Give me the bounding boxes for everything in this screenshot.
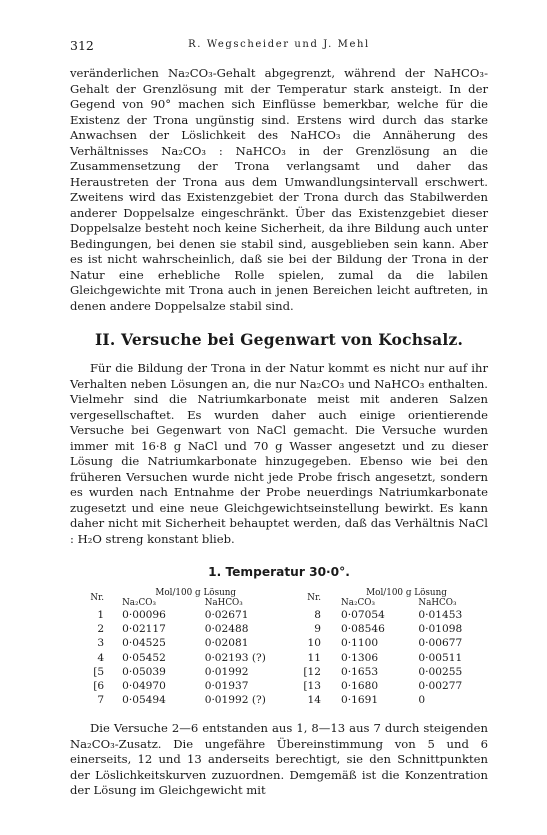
cell-left-nahco3: 0·01992 (?) [204, 694, 266, 707]
cell-right-nr: 8 [314, 609, 322, 621]
cell-left-na2co3: 0·05452 [122, 651, 166, 664]
cell-left-na2co3: 0·02117 [122, 623, 166, 636]
table-row [72, 651, 486, 665]
table-row [72, 608, 486, 622]
cell-right-nr: 11 [307, 651, 322, 664]
cell-left-nahco3: 0·02193 (?) [204, 651, 266, 664]
cell-right-nr: 14 [307, 694, 322, 707]
table-header-row-1 [72, 588, 486, 598]
cell-left-nahco3: 0·01992 [204, 665, 249, 678]
running-title: R. Wegscheider und J. Mehl [188, 39, 370, 50]
cell-right-nr: 10 [307, 637, 322, 650]
cell-right-na2co3: 0·1100 [341, 637, 379, 650]
cell-right-na2co3: 0·1680 [341, 680, 379, 693]
cell-right-na2co3: 0·08546 [341, 623, 385, 636]
cell-left-nahco3: 0·02671 [204, 609, 249, 621]
cell-left-nr: [6 [93, 680, 105, 693]
cell-left-nr: 7 [97, 694, 105, 707]
cell-left-nahco3: 0·02488 [204, 623, 249, 636]
table-row [72, 622, 486, 636]
cell-right-nahco3: 0·01453 [418, 609, 463, 621]
cell-right-nahco3: 0·00511 [418, 651, 463, 664]
cell-right-nahco3: 0·00277 [418, 680, 463, 693]
cell-left-na2co3: 0·05494 [122, 694, 166, 707]
cell-right-nahco3: 0·00677 [418, 637, 463, 650]
header-group-left: Mol/100 g Lösung [155, 588, 237, 598]
cell-left-nr: [5 [93, 665, 105, 678]
cell-left-nahco3: 0·02081 [204, 637, 249, 650]
paragraph-versuche: Die Versuche 2—6 entstanden aus 1, 8—13 aus 7 durch steigenden Na₂CO₃-Zusatz. Die ungefähre Übereinstimmung von 5 und 6 einerseits, 12 und 13 anderseits berechtigt, sie den Schnittpunkten der Löslichkeitskurven zuzuordnen. Demgemäß ist die Konzentration der Lösung im Gleichgewicht mit [70, 721, 488, 798]
cell-right-na2co3: 0·1653 [341, 665, 379, 678]
header-nahco3-right: NaHCO₃ [418, 598, 457, 608]
cell-right-nahco3: 0·00255 [418, 665, 463, 678]
cell-right-nr: [13 [303, 680, 322, 693]
cell-right-nahco3: 0 [418, 694, 426, 707]
paragraph-kochsalz: Für die Bildung der Trona in der Natur kommt es nicht nur auf ihr Verhalten neben Lösungen an, die nur Na₂CO₃ und NaHCO₃ enthalten. Vielmehr sind die Natriumkarbonate meist mit anderen Salzen vergesellschaftet. Es wurden daher auch einige orientierende Versuche bei Gegenwart von NaCl gemacht. Die Versuche wurden immer mit 16·8 g NaCl und 70 g Wasser angesetzt und zu dieser Lösung die Natriumkarbonate hinzugegeben. Ebenso wie bei den früheren Versuchen wurde nicht jede Probe frisch angesetzt, sondern es wurden nach Entnahme der Probe neuerdings Natriumkarbonate zugesetzt und eine neue Gleichgewichtseinstellung bewirkt. Es kann daher nicht mit Sicherheit behauptet werden, daß das Verhältnis NaCl : H₂O streng konstant blieb. [70, 361, 488, 546]
table-row [72, 665, 486, 679]
paragraph-continuation: veränderlichen Na₂CO₃-Gehalt abgegrenzt, während der NaHCO₃-Gehalt der Grenzlösung mit der Temperatur stark ansteigt. In der Gegend von 90° machen sich Einflüsse bemerkbar, welche für die Existenz der Trona ungünstig sind. Erstens wird durch das starke Anwachsen der Löslichkeit des NaHCO₃ die Annäherung des Verhältnisses Na₂CO₃ : NaHCO₃ in der Grenzlösung an die Zusammensetzung der Trona verlangsamt und daher das Heraustreten der Trona aus dem Umwandlungsintervall erschwert. Zweitens wird das Existenzgebiet der Trona durch das Stabilwerden anderer Doppelsalze eingeschränkt. Über das Existenzgebiet dieser Doppelsalze besteht noch keine Sicherheit, da ihre Bildung auch unter Bedingungen, bei denen sie stabil sind, ausgeblieben sein kann. Aber es ist nicht wahrscheinlich, daß sie bei der Bildung der Trona in der Natur eine erhebliche Rolle spielen, zumal da die labilen Gleichgewichte mit Trona auch in jenen Bereichen leicht auftreten, in denen andere Doppelsalze stabil sind. [70, 66, 488, 313]
table-header-row-2 [72, 598, 486, 608]
cell-left-na2co3: 0·04970 [122, 680, 166, 693]
cell-left-nr: 1 [97, 609, 105, 621]
table-title: 1. Temperatur 30·0°. [208, 565, 350, 579]
cell-left-nr: 4 [97, 651, 105, 664]
solubility-table [72, 588, 486, 707]
table-row [72, 636, 486, 650]
header-nahco3-left: NaHCO₃ [204, 598, 243, 608]
cell-right-na2co3: 0·1691 [341, 694, 379, 707]
table-row [72, 679, 486, 693]
cell-right-nr: 9 [314, 623, 322, 636]
page [70, 38, 488, 799]
header-nr-left: Nr. [90, 593, 105, 603]
cell-right-na2co3: 0·07054 [341, 609, 385, 621]
cell-right-na2co3: 0·1306 [341, 651, 379, 664]
cell-right-nahco3: 0·01098 [418, 623, 463, 636]
cell-left-nr: 2 [97, 623, 105, 636]
cell-left-nr: 3 [97, 637, 105, 650]
cell-left-na2co3: 0·05039 [122, 665, 166, 678]
section-heading: II. Versuche bei Gegenwart von Kochsalz. [94, 330, 464, 349]
cell-right-nr: [12 [303, 665, 322, 678]
header-na2co3-left: Na₂CO₃ [122, 598, 157, 608]
header-na2co3-right: Na₂CO₃ [341, 598, 375, 608]
running-header [70, 38, 488, 56]
page-number: 312 [70, 38, 94, 53]
table-body [72, 588, 486, 707]
header-group-right: Mol/100 g Lösung [366, 588, 447, 598]
table-row [72, 693, 486, 707]
header-nr-right: Nr. [307, 593, 322, 603]
cell-left-na2co3: 0·04525 [122, 637, 166, 650]
cell-left-nahco3: 0·01937 [204, 680, 249, 693]
cell-left-na2co3: 0·00096 [122, 609, 166, 621]
